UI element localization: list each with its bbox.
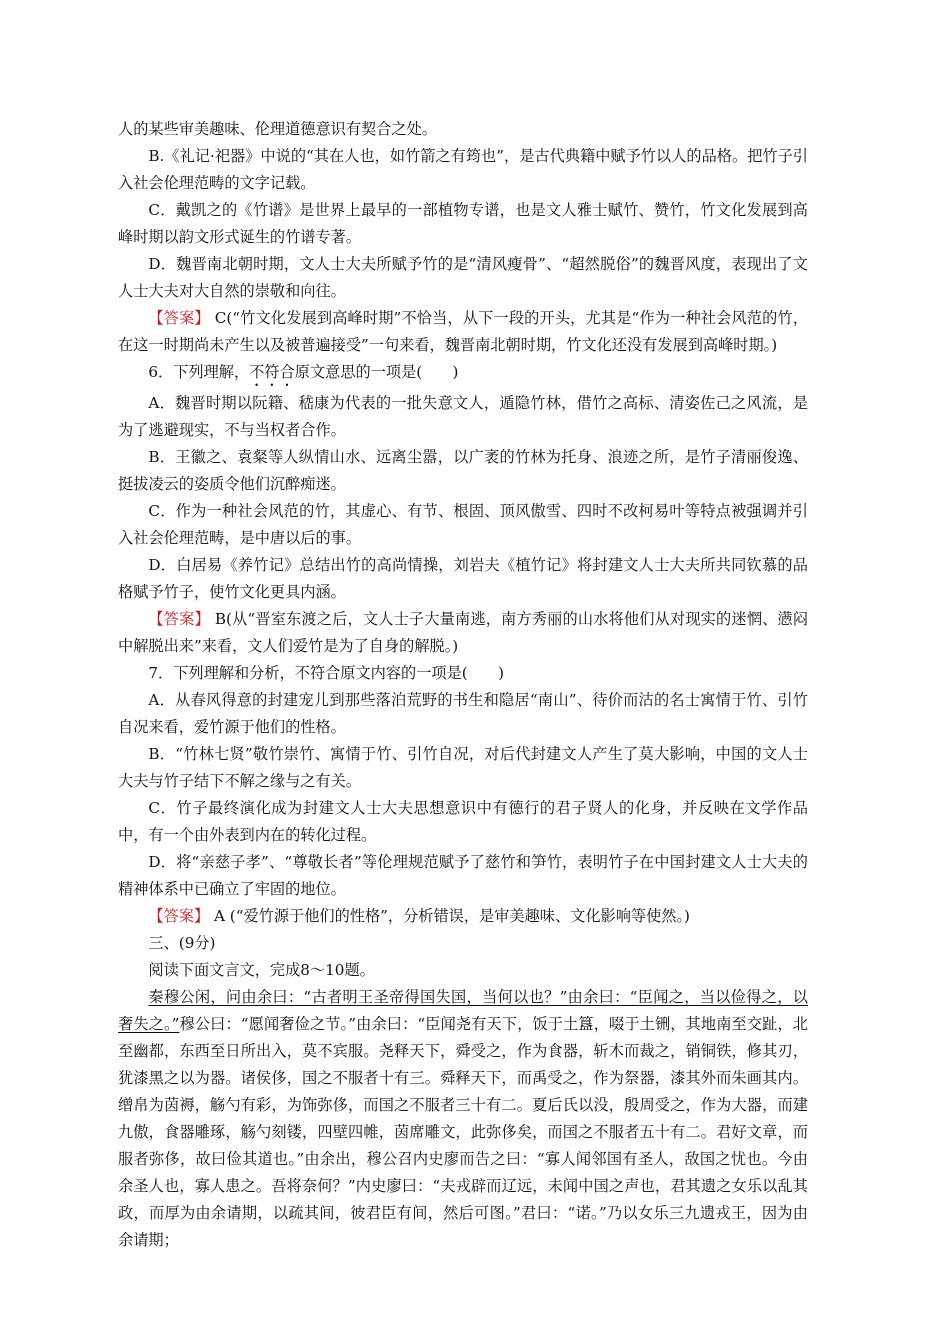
document-page (118, 116, 808, 1254)
option-7a: A．从春风得意的封建宠儿到那些落泊荒野的书生和隐居“南山”、待价而沽的名士寓情于竹、引竹自况来看，爱竹源于他们的性格。 (118, 691, 808, 736)
passage-text: 穆公曰：“愿闻奢俭之节。”由余曰：“臣闻尧有天下，饭于土簋，啜于土铏，其地南至交趾，北至幽都，东西至日所出入，莫不宾服。尧释天下，舜受之，作为食器，斩木而裁之，销铜铁，修其刃，犹漆黑之以为器。诸侯侈，国之不服者十有三。舜释天下，而禹受之，作为祭器，漆其外而朱画其内。缯帛为茵褥，觞勺有彩，为饰弥侈，而国之不服者三十有二。夏后氏以没，殷周受之，作为大器，而建九傲，食器雕琢，觞勺刻镂，四壁四帷，茵席雕文，此弥侈矣，而国之不服者五十有二。君好文章，而服者弥侈，故曰俭其道也。”由余出，穆公召内史廖而告之曰：“寡人闻邻国有圣人，敌国之忧也。今由余圣人也，寡人患之。吾将奈何？”内史廖曰：“夫戎辟而辽远，未闻中国之声也，君其遗之女乐以乱其政，而厚为由余请期，以疏其间，彼君臣有间，然后可图。”君曰：“诺。”乃以女乐三九遗戎王，因为由余请期； (118, 1015, 808, 1249)
option-6d: D．白居易《养竹记》总结出竹的高尚情操，刘岩夫《植竹记》将封建文人士大夫所共同钦慕的品格赋予竹子，使竹文化更具内涵。 (118, 556, 808, 601)
option-5b: B.《礼记·祀器》中说的“其在人也，如竹箭之有筠也”，是古代典籍中赋予竹以人的品格。把竹子引入社会伦理范畴的文字记载。 (118, 147, 808, 192)
answer-label: 【答案】 (148, 309, 210, 327)
classical-passage (118, 984, 808, 1254)
option-6c: C．作为一种社会风范的竹，其虚心、有节、根固、顶风傲雪、四时不改柯易叶等特点被强调并引入社会伦理范畴，是中唐以后的事。 (118, 502, 808, 547)
instruction: 阅读下面文言文，完成8～10题。 (148, 961, 375, 979)
section-heading: 三、(9分) (148, 934, 216, 952)
question-7: 7．下列理解和分析，不符合原文内容的一项是( ) (148, 664, 505, 682)
option-7d: D．将“亲慈子孝”、“尊敬长者”等伦理规范赋予了慈竹和笋竹，表明竹子在中国封建文人士大夫的精神体系中已确立了牢固的地位。 (118, 853, 808, 898)
paragraph: 人的某些审美趣味、伦理道德意识有契合之处。 (118, 120, 437, 138)
question-6-suffix: 原文意思的一项是( ) (294, 363, 459, 381)
answer-text: A (“爱竹源于他们的性格”，分析错误，是审美趣味、文化影响等使然。) (209, 907, 690, 925)
option-6a: A．魏晋时期以阮籍、嵇康为代表的一批失意文人，遁隐竹林，借竹之高标、清姿佐己之风流，是为了逃避现实，不与当权者合作。 (118, 394, 808, 439)
option-6b: B．王徽之、袁粲等人纵情山水、远离尘嚣，以广袤的竹林为托身、浪迹之所，是竹子清丽俊逸、挺拔凌云的姿质令他们沉醉痴迷。 (118, 448, 808, 493)
option-5c: C．戴凯之的《竹谱》是世界上最早的一部植物专谱，也是文人雅士赋竹、赞竹，竹文化发展到高峰时期以韵文形式诞生的竹谱专著。 (118, 201, 808, 246)
option-5d: D．魏晋南北朝时期，文人士大夫所赋予竹的是“清风瘦骨”、“超然脱俗”的魏晋风度，表现出了文人士大夫对大自然的崇敬和向往。 (118, 255, 808, 300)
underlined-sentence: 秦穆公闲，问由余曰：“古者明王圣帝得国失国，当何以也？”由余曰：“臣闻之，当以俭得之，以奢失之。” (118, 988, 808, 1033)
answer-5 (118, 305, 808, 359)
question-6-prefix: 6．下列理解， (148, 363, 250, 381)
answer-label: 【答案】 (148, 907, 210, 925)
option-7c: C．竹子最终演化成为封建文人士大夫思想意识中有德行的君子贤人的化身，并反映在文学作品中，有一个由外表到内在的转化过程。 (118, 799, 808, 844)
answer-text: C(“竹文化发展到高峰时期”不恰当，从下一段的开头，尤其是“作为一种社会风范的竹，在这一时期尚未产生以及被普遍接受”一句来看，魏晋南北朝时期，竹文化还没有发展到高峰时期。) (118, 309, 809, 354)
answer-6 (118, 606, 808, 660)
option-7b: B．“竹林七贤”敬竹崇竹、寓情于竹、引竹自况，对后代封建文人产生了莫大影响，中国的文人士大夫与竹子结下不解之缘与之有关。 (118, 745, 808, 790)
answer-text: B(从“晋室东渡之后，文人士子大量南逃，南方秀丽的山水将他们从对现实的迷惘、懑闷中解脱出来”来看，文人们爱竹是为了自身的解脱。) (118, 610, 809, 655)
answer-7 (118, 903, 808, 930)
emphasized-text: 不符合 (249, 363, 295, 381)
question-6 (118, 359, 808, 390)
answer-label: 【答案】 (148, 610, 210, 628)
